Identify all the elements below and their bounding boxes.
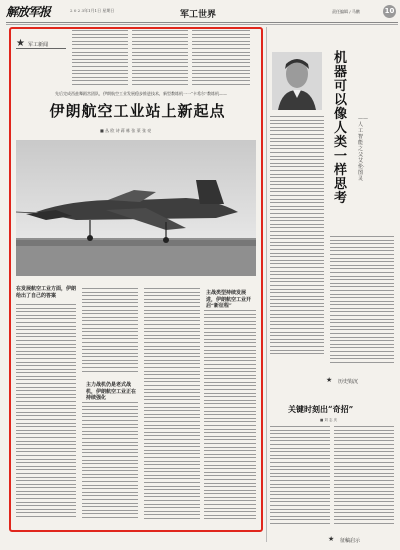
article-body-col-4 — [204, 310, 256, 526]
edition-info: 责任编辑 / 马鹏 — [332, 9, 360, 14]
article-headline: 伊朗航空工业站上新起点 — [49, 102, 226, 120]
footer-column-label: 征稿启示 — [340, 538, 361, 544]
article-subhead-1: 在发展航空工业方面，伊朗给出了自己的答案 — [16, 286, 77, 299]
sidebar-text-upper-left — [270, 116, 324, 368]
column-tag-rule — [16, 48, 66, 49]
issue-date: 2 0 2 3年1月1日 星期日 — [70, 8, 115, 13]
star-icon: ★ — [326, 376, 333, 384]
sidebar-text-upper-right — [330, 236, 394, 368]
column-divider — [266, 27, 267, 542]
masthead-rule-thin — [6, 24, 398, 25]
article-kicker: 先后完成西兹舞蹈宫团队，伊朗航空工业发展稳步推进技术，新型教练机一一“卡希尔”教练机—— — [54, 91, 228, 96]
turing-portrait-photo — [272, 52, 322, 110]
star-icon: ★ — [328, 535, 335, 543]
section-title: 军工世界 — [180, 10, 217, 20]
jet-aircraft-photo — [16, 140, 256, 276]
sidebar-text-lower-left — [270, 426, 330, 530]
sidebar-article-byline: ■ 刘 志 庆 — [320, 418, 338, 422]
article-body-col-2b — [82, 402, 138, 526]
newspaper-logo: 解放军报 — [6, 5, 51, 19]
star-icon: ★ — [16, 38, 25, 49]
article-body-col-3 — [144, 288, 200, 526]
column-tag: 军工新闻 — [28, 42, 49, 48]
masthead-rule — [6, 22, 398, 23]
article-body-col-2 — [82, 288, 138, 378]
sidebar-text-lower-right — [334, 426, 394, 530]
article-top-text-col-3 — [192, 30, 250, 88]
article-top-text-col-1 — [72, 30, 128, 88]
article-byline: ■ 丛 欧 诗 蒋 栋 张 莱 张 亮 — [100, 128, 152, 133]
sidebar-article-headline: 关键时刻出“奇招” — [288, 404, 354, 414]
history-column-label: 历史钩沉 — [338, 379, 359, 385]
sidebar-title: 机器可以像人类一样思考 — [334, 51, 348, 206]
sidebar-subtitle: —— 人工智能之父艾伦·图灵 — [358, 116, 368, 182]
article-top-text-col-2 — [132, 30, 188, 88]
page-number-badge: 10 — [383, 5, 396, 18]
article-body-col-1 — [16, 304, 76, 526]
article-subhead-3: 主战类型持续发展进，伊朗航空工业开启“新征程” — [206, 290, 252, 309]
article-subhead-2: 主力战机仍是老式战机，伊朗航空工业正在持续强化 — [86, 382, 137, 401]
